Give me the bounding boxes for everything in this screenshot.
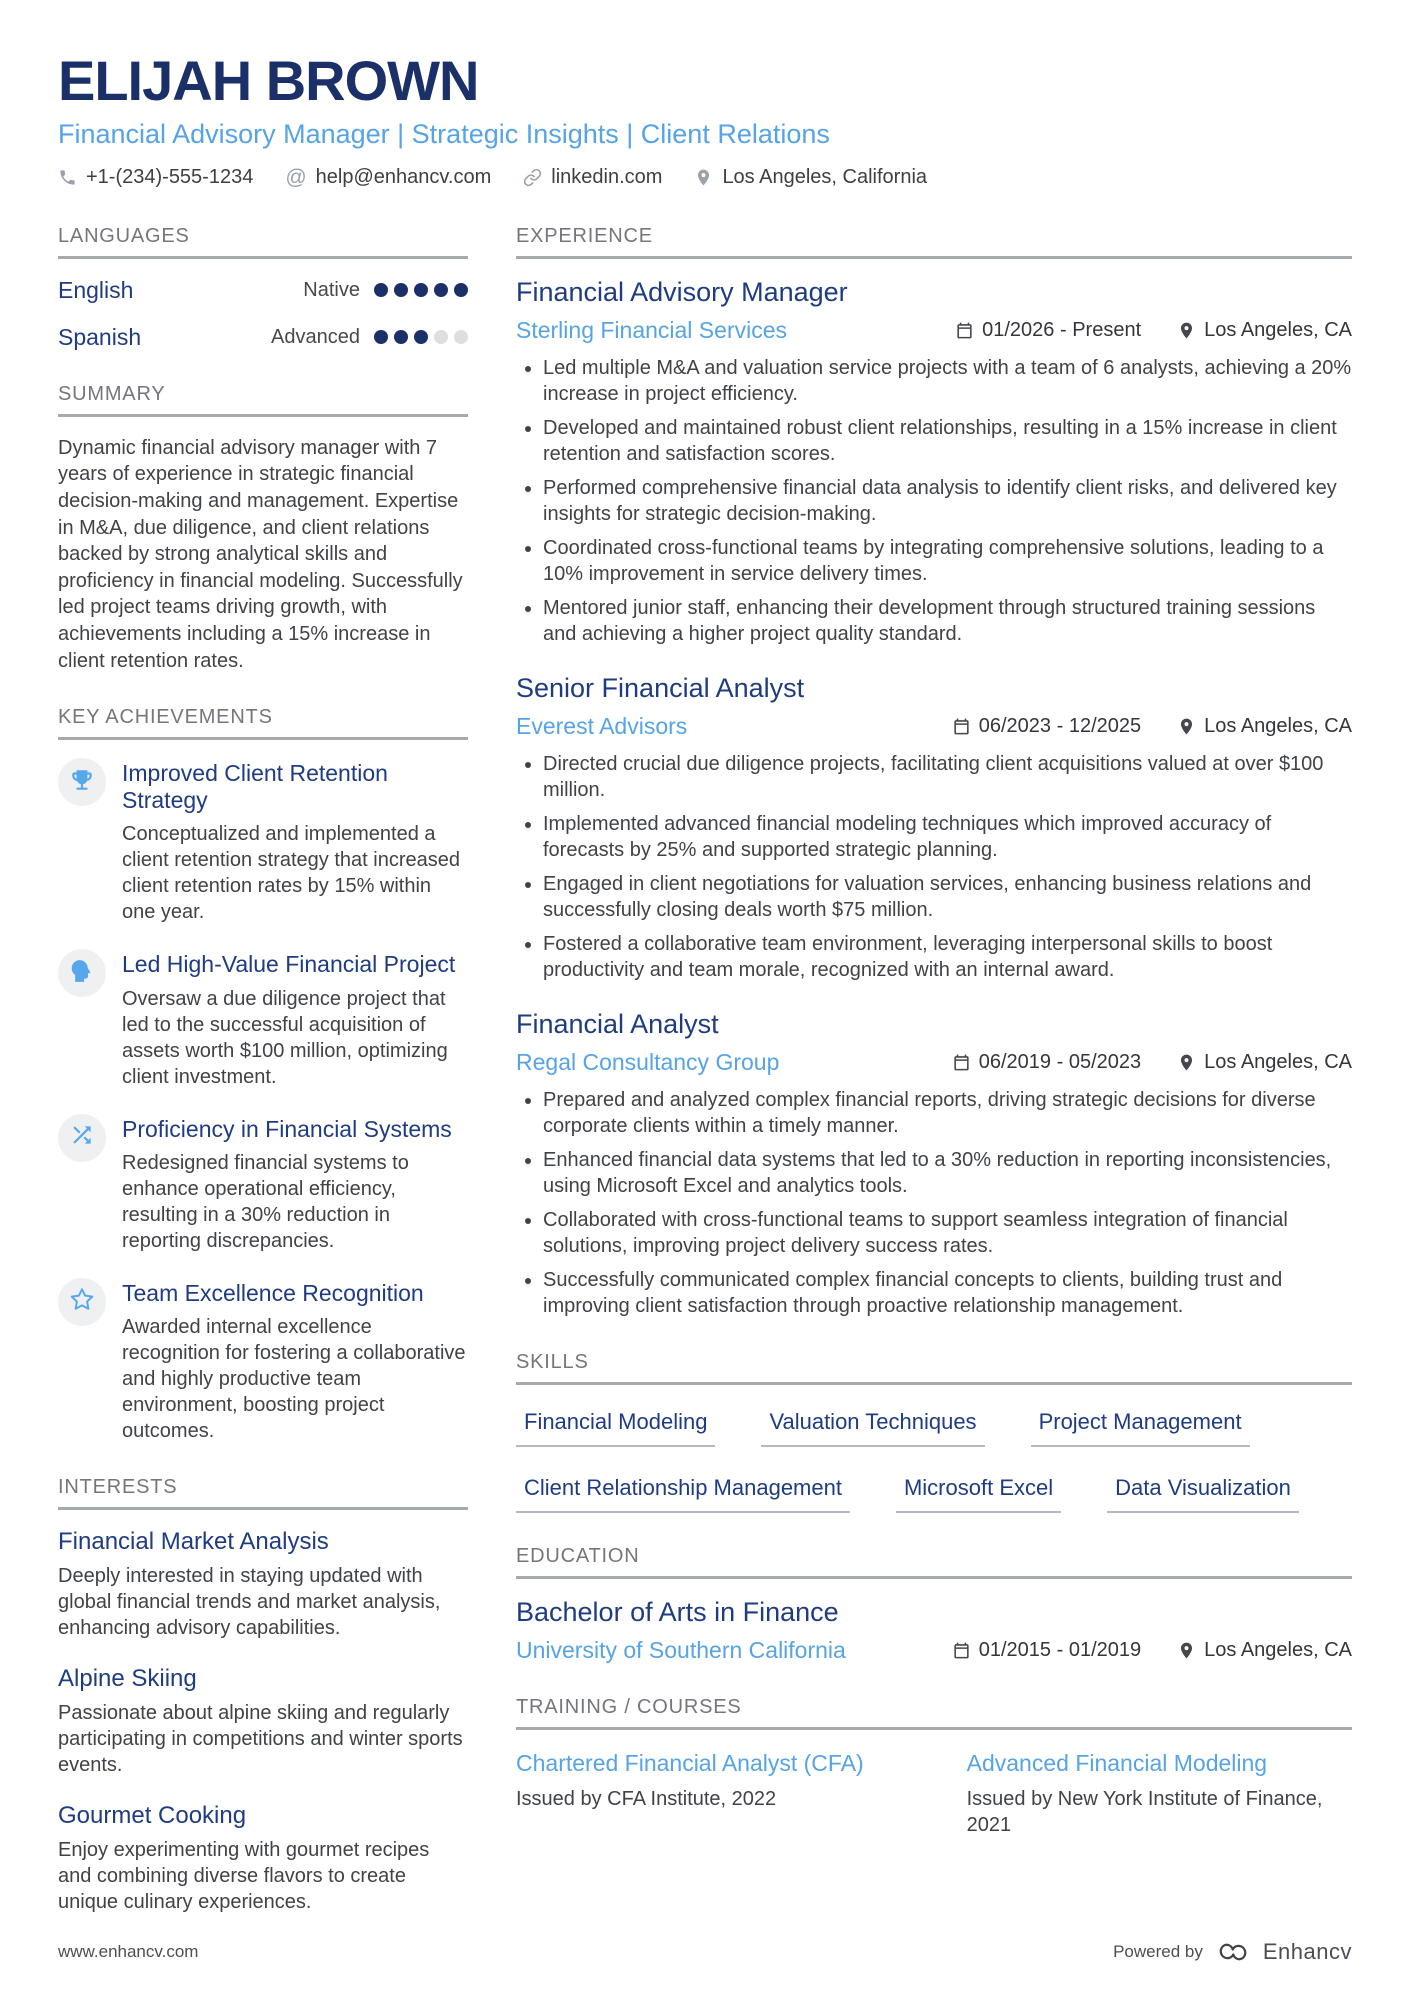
achievement-body	[122, 758, 468, 925]
skill-item: Microsoft Excel	[896, 1475, 1061, 1513]
course-item	[967, 1750, 1352, 1838]
rating-dot	[414, 283, 428, 297]
achievement-text: Oversaw a due diligence project that led to the successful acquisition of assets worth $100 million, optimizing client investment.	[122, 987, 448, 1088]
skills-heading: SKILLS	[516, 1351, 1352, 1385]
enhancv-brand-text: Enhancv	[1262, 1939, 1352, 1964]
company-name: Everest Advisors	[516, 712, 688, 739]
achievement-item	[58, 1114, 468, 1254]
at-icon: @	[285, 165, 307, 189]
experience-bullet: • Fostered a collaborative team environment, leveraging interpersonal skills to boost productivity and team morale, recognized with an internal award.	[543, 931, 1352, 983]
head-icon	[69, 958, 95, 989]
rating-dot	[414, 330, 428, 344]
achievement-title: Proficiency in Financial Systems	[122, 1115, 452, 1142]
achievement-body	[122, 1114, 468, 1254]
interest-title: Alpine Skiing	[58, 1664, 197, 1692]
job-dates: 06/2023 - 12/2025	[978, 714, 1142, 737]
powered-by-badge[interactable]	[1113, 1939, 1352, 1965]
footer-site-link[interactable]: www.enhancv.com	[58, 1942, 199, 1961]
achievement-icon-circle	[58, 758, 106, 806]
interests-heading: INTERESTS	[58, 1476, 468, 1510]
contact-row	[58, 166, 1352, 189]
rating-dot	[434, 330, 448, 344]
achievement-text: Redesigned financial systems to enhance operational efficiency, resulting in a 30% reduction in reporting discrepancies.	[122, 1151, 409, 1252]
course-issuer: Issued by New York Institute of Finance, 2021	[966, 1787, 1323, 1836]
job-title: Senior Financial Analyst	[516, 672, 805, 703]
achievement-title: Team Excellence Recognition	[122, 1279, 424, 1306]
rating-dot	[394, 330, 408, 344]
pin-icon	[1177, 321, 1196, 340]
interests-section	[58, 1476, 468, 1915]
job-dates: 01/2026 - Present	[982, 318, 1142, 341]
experience-bullet: • Implemented advanced financial modeling techniques which improved accuracy of forecasts by 25% and supported strategic planning.	[543, 811, 1352, 863]
achievement-item	[58, 949, 468, 1089]
language-rating	[374, 283, 468, 297]
job-location: Los Angeles, CA	[1204, 714, 1352, 737]
experience-bullet: • Prepared and analyzed complex financial reports, driving strategic decisions for diverse corporate clients within a timely manner.	[543, 1087, 1352, 1139]
job-dates-group	[952, 715, 1141, 738]
experience-heading: EXPERIENCE	[516, 225, 1352, 259]
skill-item: Project Management	[1031, 1409, 1250, 1447]
job-title: Financial Analyst	[516, 1008, 719, 1039]
calendar-icon	[955, 321, 974, 340]
skill-item: Client Relationship Management	[516, 1475, 850, 1513]
course-title: Chartered Financial Analyst (CFA)	[516, 1749, 864, 1776]
job-dates-group	[955, 319, 1141, 342]
experience-bullet: • Mentored junior staff, enhancing their development through structured training sessions and achieving a higher project quality standard.	[543, 595, 1352, 647]
headline: Financial Advisory Manager | Strategic Insights | Client Relations	[58, 118, 830, 149]
rating-dot	[434, 283, 448, 297]
experience-bullet: • Enhanced financial data systems that led to a 30% reduction in reporting inconsistencies, using Microsoft Excel and analytics tools.	[543, 1147, 1352, 1199]
education-dates: 01/2015 - 01/2019	[978, 1638, 1142, 1661]
languages-heading: LANGUAGES	[58, 225, 468, 259]
interest-item	[58, 1665, 468, 1778]
summary-section	[58, 383, 468, 674]
skills-section	[516, 1351, 1352, 1513]
pin-icon	[1177, 1641, 1196, 1660]
achievement-title: Improved Client Retention Strategy	[122, 760, 388, 814]
experience-bullet: • Directed crucial due diligence projects, facilitating client acquisitions valued at over $100 million.	[543, 751, 1352, 803]
shuffle-icon	[69, 1122, 95, 1153]
resume-header	[58, 49, 1352, 189]
achievement-text: Conceptualized and implemented a client retention strategy that increased client retention rates by 15% within one year.	[122, 823, 460, 924]
job-location: Los Angeles, CA	[1204, 1050, 1352, 1073]
achievements-heading: KEY ACHIEVEMENTS	[58, 706, 468, 740]
experience-bullet: • Successfully communicated complex financial concepts to clients, building trust and improving client satisfaction through proactive relationship management.	[543, 1267, 1352, 1319]
language-rating-group	[303, 279, 468, 302]
experience-entry	[516, 277, 1352, 647]
interest-item	[58, 1528, 468, 1641]
job-location-group	[1177, 715, 1352, 738]
job-meta	[516, 713, 1352, 740]
job-location: Los Angeles, CA	[1204, 318, 1352, 341]
candidate-name: ELIJAH BROWN	[58, 49, 479, 112]
skill-item: Financial Modeling	[516, 1409, 715, 1447]
left-column	[58, 225, 468, 1947]
rating-dot	[394, 283, 408, 297]
achievement-icon-circle	[58, 949, 106, 997]
right-column	[516, 225, 1352, 1947]
rating-dot	[454, 330, 468, 344]
interest-item	[58, 1802, 468, 1915]
powered-by-label: Powered by	[1113, 1942, 1203, 1961]
skill-item: Valuation Techniques	[761, 1409, 984, 1447]
job-location-group	[1177, 319, 1352, 342]
website-url[interactable]: linkedin.com	[551, 165, 663, 188]
course-issuer: Issued by CFA Institute, 2022	[516, 1787, 777, 1810]
achievement-body	[122, 949, 468, 1089]
page-footer	[58, 1939, 1352, 1965]
job-meta	[516, 1049, 1352, 1076]
experience-bullet: • Performed comprehensive financial data analysis to identify client risks, and delivered key insights for strategic decision-making.	[543, 475, 1352, 527]
summary-text: Dynamic financial advisory manager with 7 years of experience in strategic financial decision-making and management. Expertise in M&A, due diligence, and client relations backed by strong analytical skills and proficiency in financial modeling. Successfully led project teams driving growth, with achievements including a 15% increase in client retention rates.	[58, 436, 463, 672]
education-heading: EDUCATION	[516, 1545, 1352, 1579]
courses-list	[516, 1748, 1352, 1838]
achievement-icon-circle	[58, 1278, 106, 1326]
interests-list	[58, 1528, 468, 1915]
enhancv-logo-icon	[1215, 1939, 1251, 1965]
experience-bullet: • Developed and maintained robust client relationships, resulting in a 15% increase in client retention and satisfaction scores.	[543, 415, 1352, 467]
star-icon	[69, 1286, 95, 1317]
experience-bullet: • Collaborated with cross-functional teams to support seamless integration of financial solutions, improving project delivery success rates.	[543, 1207, 1352, 1259]
experience-entry	[516, 1009, 1352, 1319]
experience-entry	[516, 673, 1352, 983]
interest-title: Financial Market Analysis	[58, 1527, 329, 1555]
achievement-title: Led High-Value Financial Project	[122, 951, 456, 978]
content-columns	[58, 225, 1352, 1947]
job-bullets	[516, 1087, 1352, 1319]
training-heading: TRAINING / COURSES	[516, 1696, 1352, 1730]
training-section	[516, 1696, 1352, 1838]
job-bullets	[516, 355, 1352, 647]
job-meta	[516, 317, 1352, 344]
job-dates: 06/2019 - 05/2023	[978, 1050, 1142, 1073]
pin-icon	[694, 168, 713, 187]
job-dates-group	[952, 1051, 1141, 1074]
language-level: Advanced	[271, 325, 360, 348]
skill-item: Data Visualization	[1107, 1475, 1299, 1513]
company-name: Sterling Financial Services	[516, 316, 788, 343]
interest-text: Deeply interested in staying updated with global financial trends and market analysis, enhancing advisory capabilities.	[58, 1564, 441, 1639]
education-meta	[516, 1637, 1352, 1664]
summary-heading: SUMMARY	[58, 383, 468, 417]
language-row	[58, 277, 468, 304]
interest-title: Gourmet Cooking	[58, 1801, 247, 1829]
language-name: English	[58, 276, 134, 303]
course-item	[516, 1750, 921, 1838]
education-section	[516, 1545, 1352, 1664]
rating-dot	[374, 330, 388, 344]
experience-bullet: • Coordinated cross-functional teams by integrating comprehensive solutions, leading to a 10% improvement in service delivery times.	[543, 535, 1352, 587]
company-name: Regal Consultancy Group	[516, 1048, 780, 1075]
achievement-item	[58, 758, 468, 925]
phone-contact	[58, 166, 253, 189]
language-rating	[374, 330, 468, 344]
education-dates-group	[952, 1639, 1141, 1662]
language-level: Native	[303, 278, 360, 301]
language-rating-group	[271, 326, 468, 349]
job-bullets	[516, 751, 1352, 983]
language-name: Spanish	[58, 323, 142, 350]
languages-list	[58, 277, 468, 351]
languages-section	[58, 225, 468, 351]
job-title: Financial Advisory Manager	[516, 276, 848, 307]
achievements-list	[58, 758, 468, 1444]
achievement-item	[58, 1278, 468, 1444]
job-location-group	[1177, 1051, 1352, 1074]
achievement-icon-circle	[58, 1114, 106, 1162]
location-contact	[694, 166, 927, 189]
experience-list	[516, 277, 1352, 1319]
email-address[interactable]: help@enhancv.com	[315, 165, 492, 188]
pin-icon	[1177, 717, 1196, 736]
course-title: Advanced Financial Modeling	[966, 1749, 1268, 1776]
location-text: Los Angeles, California	[722, 165, 928, 188]
school-name: University of Southern California	[516, 1636, 846, 1663]
education-location: Los Angeles, CA	[1204, 1638, 1352, 1661]
achievements-section	[58, 706, 468, 1444]
email-contact[interactable]	[285, 166, 491, 189]
link-icon	[523, 168, 542, 187]
interest-text: Enjoy experimenting with gourmet recipes and combining diverse flavors to create unique culinary experiences.	[58, 1838, 430, 1913]
pin-icon	[1177, 1053, 1196, 1072]
achievement-body	[122, 1278, 468, 1444]
calendar-icon	[952, 717, 971, 736]
trophy-icon	[69, 767, 95, 798]
experience-bullet: • Led multiple M&A and valuation service projects with a team of 6 analysts, achieving a 20% increase in project efficiency.	[543, 355, 1352, 407]
website-contact[interactable]	[523, 166, 662, 189]
achievement-text: Awarded internal excellence recognition for fostering a collaborative and highly productive team environment, boosting project outcomes.	[122, 1315, 466, 1442]
degree-title: Bachelor of Arts in Finance	[516, 1596, 839, 1627]
phone-number: +1-(234)-555-1234	[86, 165, 254, 188]
experience-bullet: • Engaged in client negotiations for valuation services, enhancing business relations and successfully closing deals worth $75 million.	[543, 871, 1352, 923]
calendar-icon	[952, 1641, 971, 1660]
phone-icon	[58, 168, 77, 187]
skills-list	[516, 1403, 1352, 1513]
calendar-icon	[952, 1053, 971, 1072]
rating-dot	[374, 283, 388, 297]
rating-dot	[454, 283, 468, 297]
education-location-group	[1177, 1639, 1352, 1662]
interest-text: Passionate about alpine skiing and regularly participating in competitions and winter sports events.	[58, 1701, 463, 1776]
experience-section	[516, 225, 1352, 1319]
language-row	[58, 324, 468, 351]
